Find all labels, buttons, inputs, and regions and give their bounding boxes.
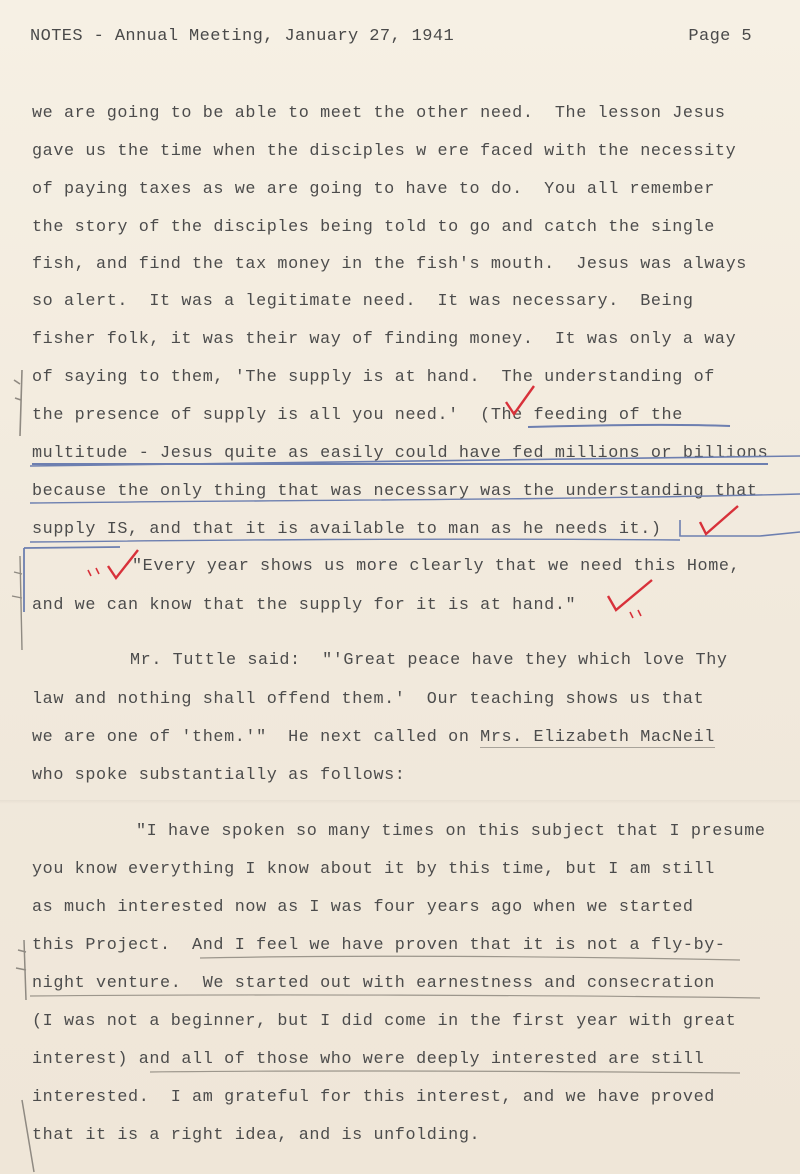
- speaker-name: Mrs. Elizabeth MacNeil: [480, 728, 715, 747]
- text-segment: of saying to them, 'The supply is at hand. The understanding of: [32, 368, 715, 387]
- text-line: [32, 936, 726, 956]
- text-segment: the presence of supply is all you need.' (The feeding of the: [32, 406, 683, 425]
- text-segment: and we can know that the supply for it is at hand.": [32, 596, 577, 615]
- text-line: [136, 822, 766, 842]
- text-segment: fisher folk, it was their way of finding money. It was only a way: [32, 330, 737, 349]
- text-segment: gave us the time when the disciples w ere faced with the necessity: [32, 142, 737, 161]
- text-line: [32, 255, 747, 275]
- text-line: [32, 180, 715, 200]
- text-segment: who spoke substantially as follows:: [32, 766, 406, 785]
- text-line: [32, 1050, 704, 1070]
- text-segment: law and nothing shall offend them.' Our teaching shows us that: [32, 690, 705, 709]
- text-segment: we are one of 'them.'" He next called on: [32, 728, 481, 747]
- text-segment: "I have spoken so many times on this subject that I presume: [136, 822, 766, 841]
- text-segment: so alert. It was a legitimate need. It was necessary. Being: [32, 292, 694, 311]
- header-title: NOTES - Annual Meeting, January 27, 1941: [30, 27, 455, 46]
- text-segment: interest) and all of those who were deeply interested are still: [32, 1050, 705, 1069]
- text-line: [32, 690, 704, 710]
- text-line: [32, 218, 715, 238]
- text-line: [32, 330, 736, 350]
- text-line: [130, 651, 728, 671]
- text-line: [32, 406, 683, 426]
- text-segment: as much interested now as I was four years ago when we started: [32, 898, 694, 917]
- text-line: [32, 368, 715, 388]
- text-line: [32, 898, 694, 918]
- text-line: [32, 520, 662, 540]
- text-line: [32, 766, 405, 786]
- text-segment: (I was not a beginner, but I did come in the first year with great: [32, 1012, 737, 1031]
- text-line: [32, 1088, 715, 1108]
- text-line: [32, 1126, 480, 1146]
- text-segment: that it is a right idea, and is unfolding.: [32, 1126, 481, 1145]
- text-segment: night venture. We started out with earnestness and consecration: [32, 974, 715, 993]
- text-line: [32, 142, 736, 162]
- text-segment: the story of the disciples being told to go and catch the single: [32, 218, 715, 237]
- text-line: [32, 974, 715, 994]
- page-header: [30, 27, 752, 51]
- text-line: [32, 482, 758, 502]
- text-line: [32, 596, 576, 616]
- text-segment: interested. I am grateful for this interest, and we have proved: [32, 1088, 715, 1107]
- text-segment: fish, and find the tax money in the fish's mouth. Jesus was always: [32, 255, 747, 274]
- text-segment: this Project. And I feel we have proven that it is not a fly-by-: [32, 936, 726, 955]
- text-segment: multitude - Jesus quite as easily could have fed millions or billions: [32, 444, 769, 463]
- page-number: Page 5: [688, 27, 752, 46]
- text-line: [32, 860, 715, 880]
- text-segment: Mr. Tuttle said: "'Great peace have they which love Thy: [130, 651, 728, 670]
- text-line: [32, 104, 726, 124]
- text-line: [32, 728, 715, 748]
- text-segment: supply IS, and that it is available to man as he needs it.): [32, 520, 662, 539]
- text-segment: we are going to be able to meet the other need. The lesson Jesus: [32, 104, 726, 123]
- text-segment: "Every year shows us more clearly that we need this Home,: [132, 557, 741, 576]
- text-line: [32, 292, 694, 312]
- text-segment: of paying taxes as we are going to have to do. You all remember: [32, 180, 715, 199]
- text-line: [132, 557, 740, 577]
- text-line: [32, 1012, 736, 1032]
- text-line: [32, 444, 768, 464]
- text-segment: you know everything I know about it by this time, but I am still: [32, 860, 715, 879]
- text-segment: because the only thing that was necessary was the understanding that: [32, 482, 758, 501]
- paper-fold: [0, 800, 800, 804]
